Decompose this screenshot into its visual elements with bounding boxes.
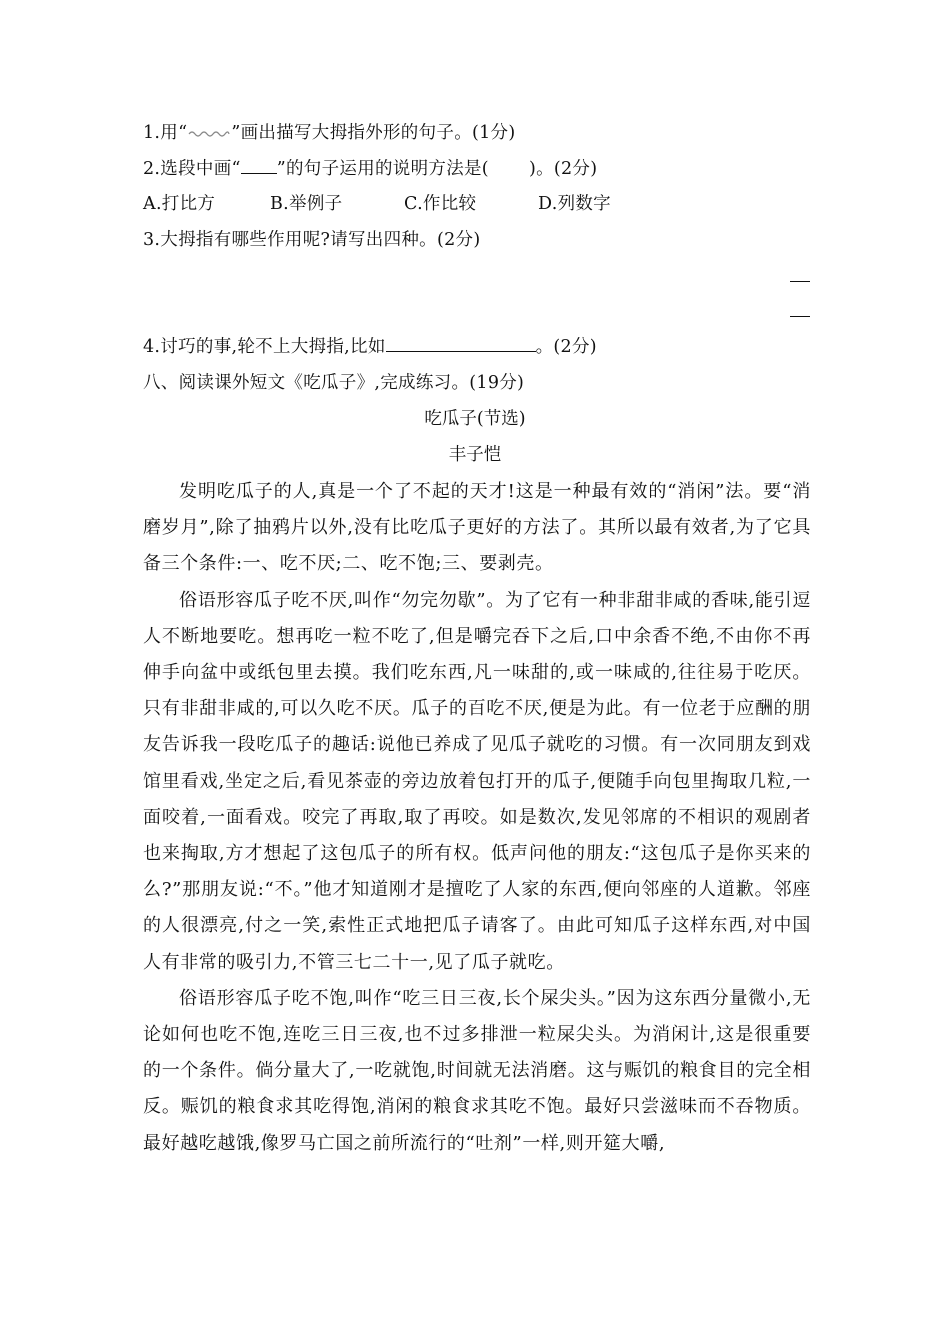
wavy-underline-icon (188, 129, 230, 139)
question-2: 2.选段中画“ ”的句子运用的说明方法是( )。(2分) (143, 159, 598, 179)
answer-line-2[interactable] (790, 316, 810, 317)
option-b[interactable]: B.举例子 (270, 194, 343, 214)
section-heading: 八、阅读课外短文《吃瓜子》,完成练习。(19分) (143, 373, 525, 393)
straight-underline (241, 159, 277, 174)
paragraph-1: 发明吃瓜子的人,真是一个了不起的天才!这是一种最有效的“消闲”法。要“消磨岁月”,除了抽鸦片以外,没有比吃瓜子更好的方法了。其所以最有效者,为了它具备三个条件:一、吃不厌;二、吃不饱;三、要剥壳。 (143, 481, 811, 575)
passage-title: 吃瓜子(节选) (424, 409, 526, 429)
option-d[interactable]: D.列数字 (538, 194, 611, 214)
answer-line-1[interactable] (790, 281, 810, 282)
passage-body (143, 474, 811, 1162)
question-1: 1.用“ ”画出描写大拇指外形的句子。(1分) (143, 123, 516, 143)
question-4: 4.讨巧的事,轮不上大拇指,比如 。(2分) (143, 337, 597, 357)
question-2-options (143, 190, 611, 215)
paragraph-3: 俗语形容瓜子吃不饱,叫作“吃三日三夜,长个屎尖头。”因为这东西分量微小,无论如何也吃不饱,连吃三日三夜,也不过多排泄一粒屎尖头。为消闲计,这是很重要的一个条件。倘分量大了,一吃就饱,时间就无法消磨。这与赈饥的粮食目的完全相反。赈饥的粮食求其吃得饱,消闲的粮食求其吃不饱。最好只尝滋味而不吞物质。最好越吃越饿,像罗马亡国之前所流行的“吐剂”一样,则开筵大嚼, (143, 987, 811, 1154)
passage-author: 丰子恺 (448, 445, 502, 465)
answer-blank-q4[interactable] (386, 337, 536, 352)
question-3: 3.大拇指有哪些作用呢?请写出四种。(2分) (143, 230, 481, 250)
paragraph-2: 俗语形容瓜子吃不厌,叫作“勿完勿歇”。为了它有一种非甜非咸的香味,能引逗人不断地要吃。想再吃一粒不吃了,但是嚼完吞下之后,口中余香不绝,不由你不再伸手向盆中或纸包里去摸。我们吃东西,凡一味甜的,或一味咸的,往往易于吃厌。只有非甜非咸的,可以久吃不厌。瓜子的百吃不厌,便是为此。有一位老于应酬的朋友告诉我一段吃瓜子的趣话:说他已养成了见瓜子就吃的习惯。有一次同朋友到戏馆里看戏,坐定之后,看见茶壶的旁边放着包打开的瓜子,便随手向包里掏取几粒,一面咬着,一面看戏。咬完了再取,取了再咬。如是数次,发见邻席的不相识的观剧者也来掏取,方才想起了这包瓜子的所有权。低声问他的朋友:“这包瓜子是你买来的么?”那朋友说:“不。”他才知道刚才是擅吃了人家的东西,便向邻座的人道歉。邻座的人很漂亮,付之一笑,索性正式地把瓜子请客了。由此可知瓜子这样东西,对中国人有非常的吸引力,不管三七二十一,见了瓜子就吃。 (143, 589, 811, 973)
option-a[interactable]: A.打比方 (143, 194, 216, 214)
option-c[interactable]: C.作比较 (404, 194, 477, 214)
